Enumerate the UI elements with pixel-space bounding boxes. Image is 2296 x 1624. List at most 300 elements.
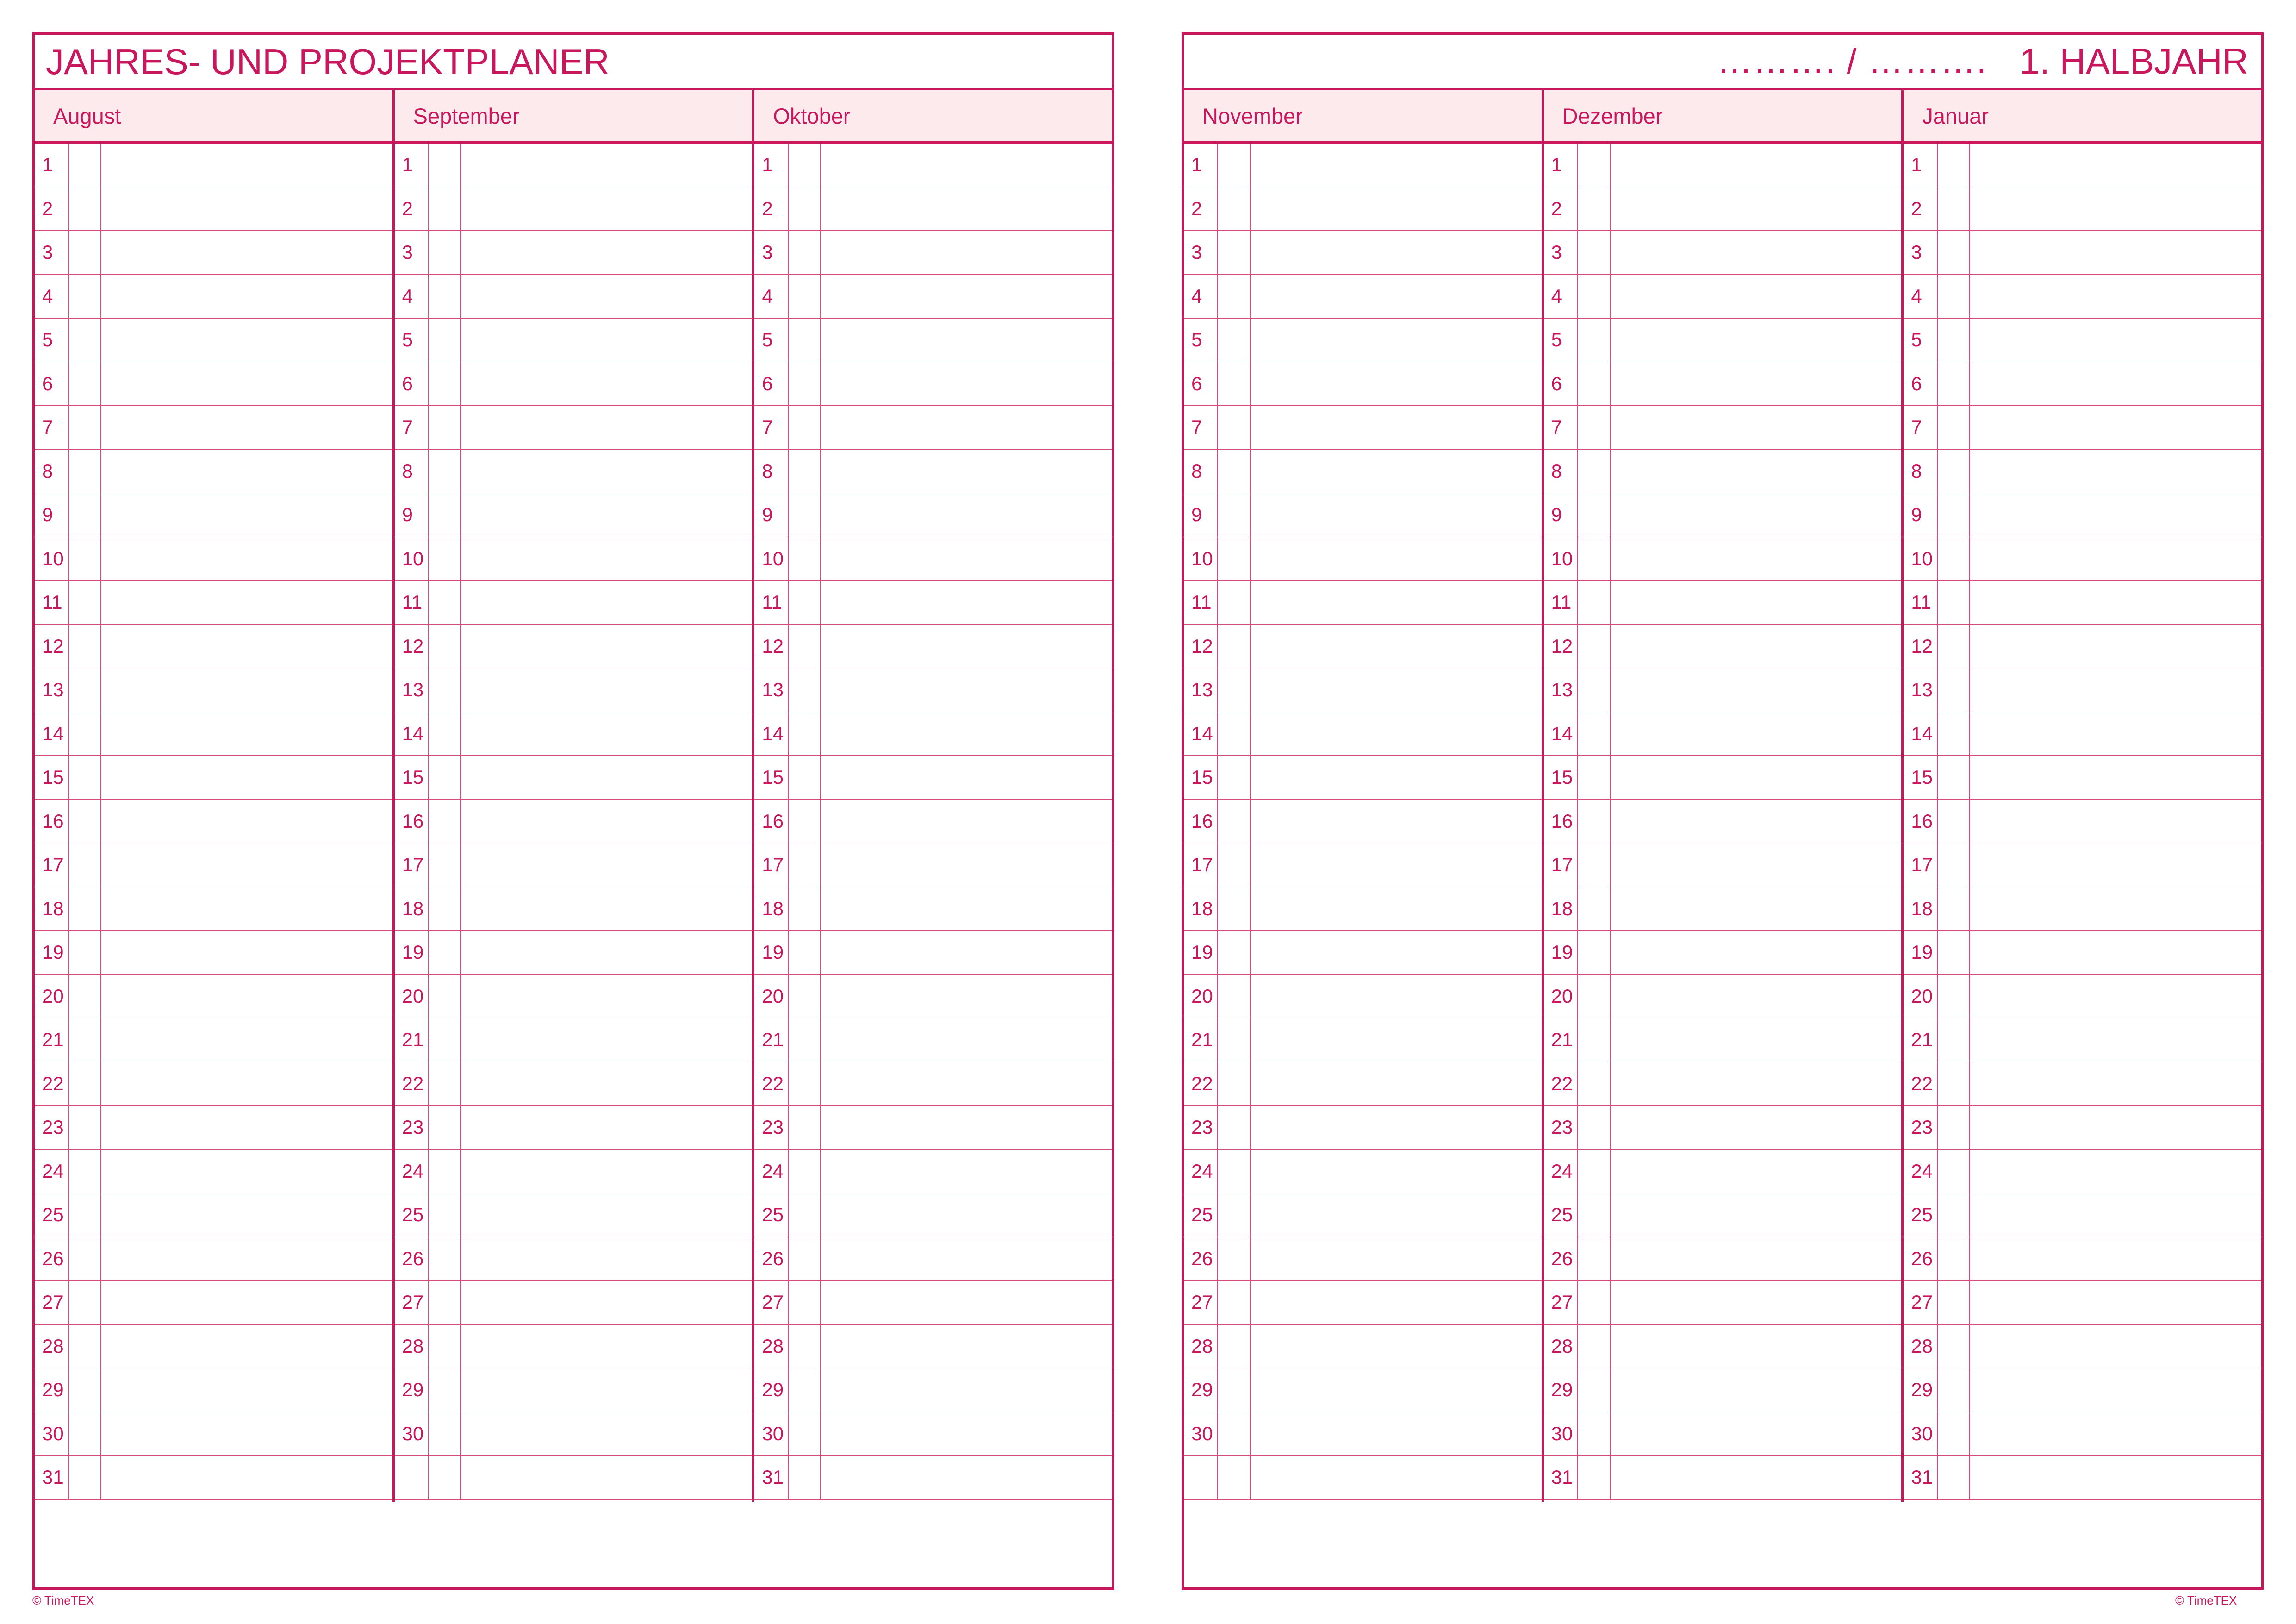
day-mark-cell[interactable] xyxy=(1937,756,1970,799)
day-entry-cell[interactable] xyxy=(1251,1281,1542,1324)
day-entry-cell[interactable] xyxy=(821,975,1112,1018)
day-entry-cell[interactable] xyxy=(1251,1018,1542,1062)
day-entry-cell[interactable] xyxy=(461,756,753,799)
day-mark-cell[interactable] xyxy=(788,1325,821,1368)
day-entry-cell[interactable] xyxy=(821,493,1112,537)
day-mark-cell[interactable] xyxy=(1577,1237,1611,1280)
day-mark-cell[interactable] xyxy=(788,756,821,799)
day-mark-cell[interactable] xyxy=(68,1106,101,1149)
day-mark-cell[interactable] xyxy=(1937,800,1970,843)
day-mark-cell[interactable] xyxy=(788,887,821,931)
day-mark-cell[interactable] xyxy=(68,581,101,624)
day-entry-cell[interactable] xyxy=(1611,1325,1902,1368)
day-entry-cell[interactable] xyxy=(461,187,753,231)
day-mark-cell[interactable] xyxy=(788,1412,821,1455)
day-mark-cell[interactable] xyxy=(1937,450,1970,493)
day-mark-cell[interactable] xyxy=(428,581,461,624)
day-mark-cell[interactable] xyxy=(428,319,461,362)
day-entry-cell[interactable] xyxy=(1970,450,2261,493)
day-entry-cell[interactable] xyxy=(101,1193,392,1237)
day-entry-cell[interactable] xyxy=(1251,712,1542,756)
day-entry-cell[interactable] xyxy=(1611,931,1902,974)
day-entry-cell[interactable] xyxy=(821,843,1112,887)
day-mark-cell[interactable] xyxy=(428,756,461,799)
day-entry-cell[interactable] xyxy=(1970,975,2261,1018)
day-mark-cell[interactable] xyxy=(1577,1150,1611,1193)
day-mark-cell[interactable] xyxy=(788,406,821,449)
day-mark-cell[interactable] xyxy=(68,362,101,406)
day-mark-cell[interactable] xyxy=(1217,843,1251,887)
day-mark-cell[interactable] xyxy=(1217,1281,1251,1324)
day-entry-cell[interactable] xyxy=(1251,231,1542,274)
day-mark-cell[interactable] xyxy=(1217,1150,1251,1193)
day-entry-cell[interactable] xyxy=(461,493,753,537)
day-entry-cell[interactable] xyxy=(1970,843,2261,887)
day-mark-cell[interactable] xyxy=(428,493,461,537)
day-mark-cell[interactable] xyxy=(788,1281,821,1324)
day-mark-cell[interactable] xyxy=(68,319,101,362)
day-mark-cell[interactable] xyxy=(1217,975,1251,1018)
day-mark-cell[interactable] xyxy=(1937,231,1970,274)
day-mark-cell[interactable] xyxy=(788,931,821,974)
day-mark-cell[interactable] xyxy=(1937,1018,1970,1062)
day-mark-cell[interactable] xyxy=(1217,1412,1251,1455)
day-mark-cell[interactable] xyxy=(1217,1325,1251,1368)
day-mark-cell[interactable] xyxy=(68,1368,101,1412)
day-entry-cell[interactable] xyxy=(1611,1237,1902,1280)
day-entry-cell[interactable] xyxy=(101,537,392,581)
day-entry-cell[interactable] xyxy=(1611,668,1902,712)
day-mark-cell[interactable] xyxy=(1937,1456,1970,1499)
day-mark-cell[interactable] xyxy=(1217,187,1251,231)
day-mark-cell[interactable] xyxy=(68,1237,101,1280)
day-entry-cell[interactable] xyxy=(1970,406,2261,449)
day-mark-cell[interactable] xyxy=(1217,231,1251,274)
day-mark-cell[interactable] xyxy=(1937,843,1970,887)
day-entry-cell[interactable] xyxy=(821,362,1112,406)
day-entry-cell[interactable] xyxy=(461,668,753,712)
day-entry-cell[interactable] xyxy=(821,1412,1112,1455)
day-entry-cell[interactable] xyxy=(821,1193,1112,1237)
day-entry-cell[interactable] xyxy=(821,187,1112,231)
day-mark-cell[interactable] xyxy=(1937,1237,1970,1280)
day-entry-cell[interactable] xyxy=(1611,362,1902,406)
day-entry-cell[interactable] xyxy=(1251,450,1542,493)
day-entry-cell[interactable] xyxy=(1970,931,2261,974)
day-mark-cell[interactable] xyxy=(68,187,101,231)
school-year-field[interactable]: ………. / ………. xyxy=(1717,42,1987,81)
day-mark-cell[interactable] xyxy=(1577,581,1611,624)
day-mark-cell[interactable] xyxy=(788,712,821,756)
day-entry-cell[interactable] xyxy=(101,1237,392,1280)
day-entry-cell[interactable] xyxy=(821,756,1112,799)
day-mark-cell[interactable] xyxy=(428,712,461,756)
day-entry-cell[interactable] xyxy=(1251,975,1542,1018)
day-entry-cell[interactable] xyxy=(1251,625,1542,668)
day-entry-cell[interactable] xyxy=(1251,1150,1542,1193)
day-entry-cell[interactable] xyxy=(1970,887,2261,931)
day-entry-cell[interactable] xyxy=(101,1106,392,1149)
day-mark-cell[interactable] xyxy=(788,450,821,493)
day-mark-cell[interactable] xyxy=(68,1325,101,1368)
day-mark-cell[interactable] xyxy=(788,1193,821,1237)
day-mark-cell[interactable] xyxy=(1937,537,1970,581)
day-entry-cell[interactable] xyxy=(101,1456,392,1499)
day-entry-cell[interactable] xyxy=(1611,1281,1902,1324)
day-mark-cell[interactable] xyxy=(1577,406,1611,449)
day-entry-cell[interactable] xyxy=(1251,887,1542,931)
day-entry-cell[interactable] xyxy=(821,1018,1112,1062)
day-mark-cell[interactable] xyxy=(1577,931,1611,974)
day-entry-cell[interactable] xyxy=(1611,1150,1902,1193)
day-mark-cell[interactable] xyxy=(68,1281,101,1324)
day-mark-cell[interactable] xyxy=(68,887,101,931)
day-mark-cell[interactable] xyxy=(428,144,461,187)
day-mark-cell[interactable] xyxy=(428,1456,461,1499)
day-mark-cell[interactable] xyxy=(1217,1062,1251,1106)
day-entry-cell[interactable] xyxy=(1251,187,1542,231)
day-mark-cell[interactable] xyxy=(428,1368,461,1412)
day-entry-cell[interactable] xyxy=(1970,231,2261,274)
day-entry-cell[interactable] xyxy=(1970,1062,2261,1106)
day-entry-cell[interactable] xyxy=(1611,843,1902,887)
day-entry-cell[interactable] xyxy=(1970,319,2261,362)
day-entry-cell[interactable] xyxy=(1251,1062,1542,1106)
day-mark-cell[interactable] xyxy=(1217,625,1251,668)
day-mark-cell[interactable] xyxy=(1217,800,1251,843)
day-entry-cell[interactable] xyxy=(461,581,753,624)
day-mark-cell[interactable] xyxy=(1217,362,1251,406)
day-entry-cell[interactable] xyxy=(461,1237,753,1280)
day-mark-cell[interactable] xyxy=(1217,406,1251,449)
day-entry-cell[interactable] xyxy=(1611,1193,1902,1237)
day-mark-cell[interactable] xyxy=(428,1237,461,1280)
day-mark-cell[interactable] xyxy=(1577,712,1611,756)
day-mark-cell[interactable] xyxy=(68,668,101,712)
day-mark-cell[interactable] xyxy=(1217,668,1251,712)
day-mark-cell[interactable] xyxy=(68,756,101,799)
day-entry-cell[interactable] xyxy=(1611,581,1902,624)
day-mark-cell[interactable] xyxy=(68,1412,101,1455)
day-mark-cell[interactable] xyxy=(1577,1281,1611,1324)
day-mark-cell[interactable] xyxy=(1217,275,1251,318)
day-mark-cell[interactable] xyxy=(68,1456,101,1499)
day-entry-cell[interactable] xyxy=(1611,975,1902,1018)
day-entry-cell[interactable] xyxy=(821,406,1112,449)
day-entry-cell[interactable] xyxy=(1251,362,1542,406)
day-entry-cell[interactable] xyxy=(821,800,1112,843)
day-mark-cell[interactable] xyxy=(788,975,821,1018)
day-mark-cell[interactable] xyxy=(68,843,101,887)
day-mark-cell[interactable] xyxy=(1577,1018,1611,1062)
day-entry-cell[interactable] xyxy=(101,712,392,756)
day-mark-cell[interactable] xyxy=(1217,493,1251,537)
day-mark-cell[interactable] xyxy=(428,1018,461,1062)
day-mark-cell[interactable] xyxy=(1937,362,1970,406)
day-mark-cell[interactable] xyxy=(1217,1237,1251,1280)
day-mark-cell[interactable] xyxy=(1577,493,1611,537)
day-mark-cell[interactable] xyxy=(788,1106,821,1149)
day-mark-cell[interactable] xyxy=(1937,275,1970,318)
day-entry-cell[interactable] xyxy=(101,319,392,362)
day-mark-cell[interactable] xyxy=(1577,1368,1611,1412)
day-mark-cell[interactable] xyxy=(1937,1150,1970,1193)
day-mark-cell[interactable] xyxy=(788,1456,821,1499)
day-mark-cell[interactable] xyxy=(1577,1106,1611,1149)
day-mark-cell[interactable] xyxy=(788,1150,821,1193)
day-mark-cell[interactable] xyxy=(1937,1281,1970,1324)
day-entry-cell[interactable] xyxy=(1251,931,1542,974)
day-mark-cell[interactable] xyxy=(1937,406,1970,449)
day-entry-cell[interactable] xyxy=(101,1281,392,1324)
day-mark-cell[interactable] xyxy=(428,1106,461,1149)
day-mark-cell[interactable] xyxy=(428,625,461,668)
day-mark-cell[interactable] xyxy=(68,537,101,581)
day-entry-cell[interactable] xyxy=(461,275,753,318)
day-entry-cell[interactable] xyxy=(101,144,392,187)
day-entry-cell[interactable] xyxy=(1970,1368,2261,1412)
day-entry-cell[interactable] xyxy=(461,712,753,756)
day-mark-cell[interactable] xyxy=(428,1412,461,1455)
day-entry-cell[interactable] xyxy=(101,231,392,274)
day-mark-cell[interactable] xyxy=(428,406,461,449)
day-entry-cell[interactable] xyxy=(1970,756,2261,799)
day-entry-cell[interactable] xyxy=(821,581,1112,624)
day-entry-cell[interactable] xyxy=(821,144,1112,187)
day-entry-cell[interactable] xyxy=(1970,1106,2261,1149)
day-mark-cell[interactable] xyxy=(788,843,821,887)
day-entry-cell[interactable] xyxy=(821,450,1112,493)
day-entry-cell[interactable] xyxy=(1970,1150,2261,1193)
day-entry-cell[interactable] xyxy=(1251,800,1542,843)
day-entry-cell[interactable] xyxy=(461,1368,753,1412)
day-mark-cell[interactable] xyxy=(1937,1368,1970,1412)
day-entry-cell[interactable] xyxy=(821,625,1112,668)
day-mark-cell[interactable] xyxy=(788,1237,821,1280)
day-mark-cell[interactable] xyxy=(1217,712,1251,756)
day-mark-cell[interactable] xyxy=(788,800,821,843)
day-entry-cell[interactable] xyxy=(1611,1368,1902,1412)
day-entry-cell[interactable] xyxy=(1251,1106,1542,1149)
day-mark-cell[interactable] xyxy=(428,931,461,974)
day-mark-cell[interactable] xyxy=(788,1062,821,1106)
day-mark-cell[interactable] xyxy=(1577,668,1611,712)
day-mark-cell[interactable] xyxy=(1577,362,1611,406)
day-entry-cell[interactable] xyxy=(821,1281,1112,1324)
day-entry-cell[interactable] xyxy=(1970,144,2261,187)
day-entry-cell[interactable] xyxy=(1251,537,1542,581)
day-mark-cell[interactable] xyxy=(1577,1062,1611,1106)
day-mark-cell[interactable] xyxy=(1217,1018,1251,1062)
day-mark-cell[interactable] xyxy=(428,537,461,581)
day-entry-cell[interactable] xyxy=(821,1106,1112,1149)
day-mark-cell[interactable] xyxy=(1937,1193,1970,1237)
day-entry-cell[interactable] xyxy=(101,887,392,931)
day-entry-cell[interactable] xyxy=(461,1325,753,1368)
day-entry-cell[interactable] xyxy=(101,450,392,493)
day-mark-cell[interactable] xyxy=(428,843,461,887)
day-mark-cell[interactable] xyxy=(1217,1368,1251,1412)
day-entry-cell[interactable] xyxy=(1970,1412,2261,1455)
day-mark-cell[interactable] xyxy=(428,1150,461,1193)
day-entry-cell[interactable] xyxy=(1611,319,1902,362)
day-entry-cell[interactable] xyxy=(1611,187,1902,231)
day-entry-cell[interactable] xyxy=(1611,275,1902,318)
day-entry-cell[interactable] xyxy=(1251,1193,1542,1237)
day-entry-cell[interactable] xyxy=(1611,887,1902,931)
day-mark-cell[interactable] xyxy=(68,1062,101,1106)
day-mark-cell[interactable] xyxy=(788,581,821,624)
day-entry-cell[interactable] xyxy=(821,231,1112,274)
day-entry-cell[interactable] xyxy=(101,275,392,318)
day-mark-cell[interactable] xyxy=(1937,1062,1970,1106)
day-entry-cell[interactable] xyxy=(1251,319,1542,362)
day-mark-cell[interactable] xyxy=(1937,712,1970,756)
day-entry-cell[interactable] xyxy=(1970,187,2261,231)
day-entry-cell[interactable] xyxy=(821,931,1112,974)
day-entry-cell[interactable] xyxy=(101,1325,392,1368)
day-entry-cell[interactable] xyxy=(101,625,392,668)
day-entry-cell[interactable] xyxy=(461,537,753,581)
day-entry-cell[interactable] xyxy=(821,1150,1112,1193)
day-entry-cell[interactable] xyxy=(1970,712,2261,756)
day-mark-cell[interactable] xyxy=(788,275,821,318)
day-entry-cell[interactable] xyxy=(1251,1368,1542,1412)
day-entry-cell[interactable] xyxy=(1970,668,2261,712)
day-entry-cell[interactable] xyxy=(1970,1193,2261,1237)
day-entry-cell[interactable] xyxy=(461,319,753,362)
day-entry-cell[interactable] xyxy=(821,1456,1112,1499)
day-entry-cell[interactable] xyxy=(101,1062,392,1106)
day-mark-cell[interactable] xyxy=(1577,1456,1611,1499)
day-entry-cell[interactable] xyxy=(821,887,1112,931)
day-entry-cell[interactable] xyxy=(461,931,753,974)
day-mark-cell[interactable] xyxy=(788,362,821,406)
day-entry-cell[interactable] xyxy=(461,231,753,274)
day-mark-cell[interactable] xyxy=(788,319,821,362)
day-entry-cell[interactable] xyxy=(101,668,392,712)
day-mark-cell[interactable] xyxy=(788,1368,821,1412)
day-mark-cell[interactable] xyxy=(428,1325,461,1368)
day-mark-cell[interactable] xyxy=(68,144,101,187)
day-mark-cell[interactable] xyxy=(1217,144,1251,187)
day-entry-cell[interactable] xyxy=(101,1368,392,1412)
day-entry-cell[interactable] xyxy=(1970,625,2261,668)
day-entry-cell[interactable] xyxy=(101,493,392,537)
day-entry-cell[interactable] xyxy=(1970,493,2261,537)
day-entry-cell[interactable] xyxy=(1251,1237,1542,1280)
day-entry-cell[interactable] xyxy=(821,319,1112,362)
day-mark-cell[interactable] xyxy=(68,1018,101,1062)
day-entry-cell[interactable] xyxy=(461,975,753,1018)
day-entry-cell[interactable] xyxy=(461,1193,753,1237)
day-mark-cell[interactable] xyxy=(68,493,101,537)
day-mark-cell[interactable] xyxy=(1937,581,1970,624)
day-mark-cell[interactable] xyxy=(1577,1325,1611,1368)
day-mark-cell[interactable] xyxy=(1937,493,1970,537)
day-mark-cell[interactable] xyxy=(1577,756,1611,799)
day-mark-cell[interactable] xyxy=(68,275,101,318)
day-entry-cell[interactable] xyxy=(1970,362,2261,406)
day-entry-cell[interactable] xyxy=(1611,144,1902,187)
day-mark-cell[interactable] xyxy=(428,975,461,1018)
day-entry-cell[interactable] xyxy=(1611,756,1902,799)
day-entry-cell[interactable] xyxy=(1611,1062,1902,1106)
day-mark-cell[interactable] xyxy=(68,231,101,274)
day-mark-cell[interactable] xyxy=(428,187,461,231)
day-mark-cell[interactable] xyxy=(428,275,461,318)
day-mark-cell[interactable] xyxy=(1937,1106,1970,1149)
day-mark-cell[interactable] xyxy=(1217,1193,1251,1237)
day-entry-cell[interactable] xyxy=(1251,493,1542,537)
day-entry-cell[interactable] xyxy=(1970,1281,2261,1324)
day-mark-cell[interactable] xyxy=(1937,625,1970,668)
day-mark-cell[interactable] xyxy=(1577,319,1611,362)
day-mark-cell[interactable] xyxy=(68,1150,101,1193)
day-entry-cell[interactable] xyxy=(1251,1325,1542,1368)
day-mark-cell[interactable] xyxy=(788,668,821,712)
day-mark-cell[interactable] xyxy=(68,800,101,843)
day-mark-cell[interactable] xyxy=(428,1193,461,1237)
day-entry-cell[interactable] xyxy=(1970,275,2261,318)
day-mark-cell[interactable] xyxy=(1217,887,1251,931)
day-entry-cell[interactable] xyxy=(461,887,753,931)
day-entry-cell[interactable] xyxy=(1611,1106,1902,1149)
day-entry-cell[interactable] xyxy=(1970,1237,2261,1280)
day-entry-cell[interactable] xyxy=(461,843,753,887)
day-entry-cell[interactable] xyxy=(461,1062,753,1106)
day-entry-cell[interactable] xyxy=(461,362,753,406)
day-mark-cell[interactable] xyxy=(1577,1412,1611,1455)
day-mark-cell[interactable] xyxy=(1577,187,1611,231)
day-mark-cell[interactable] xyxy=(788,1018,821,1062)
day-mark-cell[interactable] xyxy=(1577,450,1611,493)
day-entry-cell[interactable] xyxy=(1970,1456,2261,1499)
day-mark-cell[interactable] xyxy=(788,537,821,581)
day-entry-cell[interactable] xyxy=(101,1018,392,1062)
day-entry-cell[interactable] xyxy=(461,1018,753,1062)
day-entry-cell[interactable] xyxy=(1251,406,1542,449)
day-entry-cell[interactable] xyxy=(1970,581,2261,624)
day-entry-cell[interactable] xyxy=(1611,231,1902,274)
day-mark-cell[interactable] xyxy=(1937,931,1970,974)
day-entry-cell[interactable] xyxy=(1251,843,1542,887)
day-entry-cell[interactable] xyxy=(1251,144,1542,187)
day-entry-cell[interactable] xyxy=(101,931,392,974)
day-mark-cell[interactable] xyxy=(428,668,461,712)
day-entry-cell[interactable] xyxy=(461,1412,753,1455)
day-entry-cell[interactable] xyxy=(1611,1018,1902,1062)
day-mark-cell[interactable] xyxy=(1577,625,1611,668)
day-mark-cell[interactable] xyxy=(428,450,461,493)
day-entry-cell[interactable] xyxy=(1970,537,2261,581)
day-mark-cell[interactable] xyxy=(68,975,101,1018)
day-entry-cell[interactable] xyxy=(1611,493,1902,537)
day-entry-cell[interactable] xyxy=(461,1281,753,1324)
day-mark-cell[interactable] xyxy=(788,144,821,187)
day-mark-cell[interactable] xyxy=(1577,537,1611,581)
day-entry-cell[interactable] xyxy=(1251,275,1542,318)
day-mark-cell[interactable] xyxy=(1937,668,1970,712)
day-entry-cell[interactable] xyxy=(1251,1456,1542,1499)
day-entry-cell[interactable] xyxy=(1611,450,1902,493)
day-entry-cell[interactable] xyxy=(821,537,1112,581)
day-mark-cell[interactable] xyxy=(68,406,101,449)
day-entry-cell[interactable] xyxy=(821,1237,1112,1280)
day-mark-cell[interactable] xyxy=(428,887,461,931)
day-entry-cell[interactable] xyxy=(821,1325,1112,1368)
day-entry-cell[interactable] xyxy=(461,1150,753,1193)
